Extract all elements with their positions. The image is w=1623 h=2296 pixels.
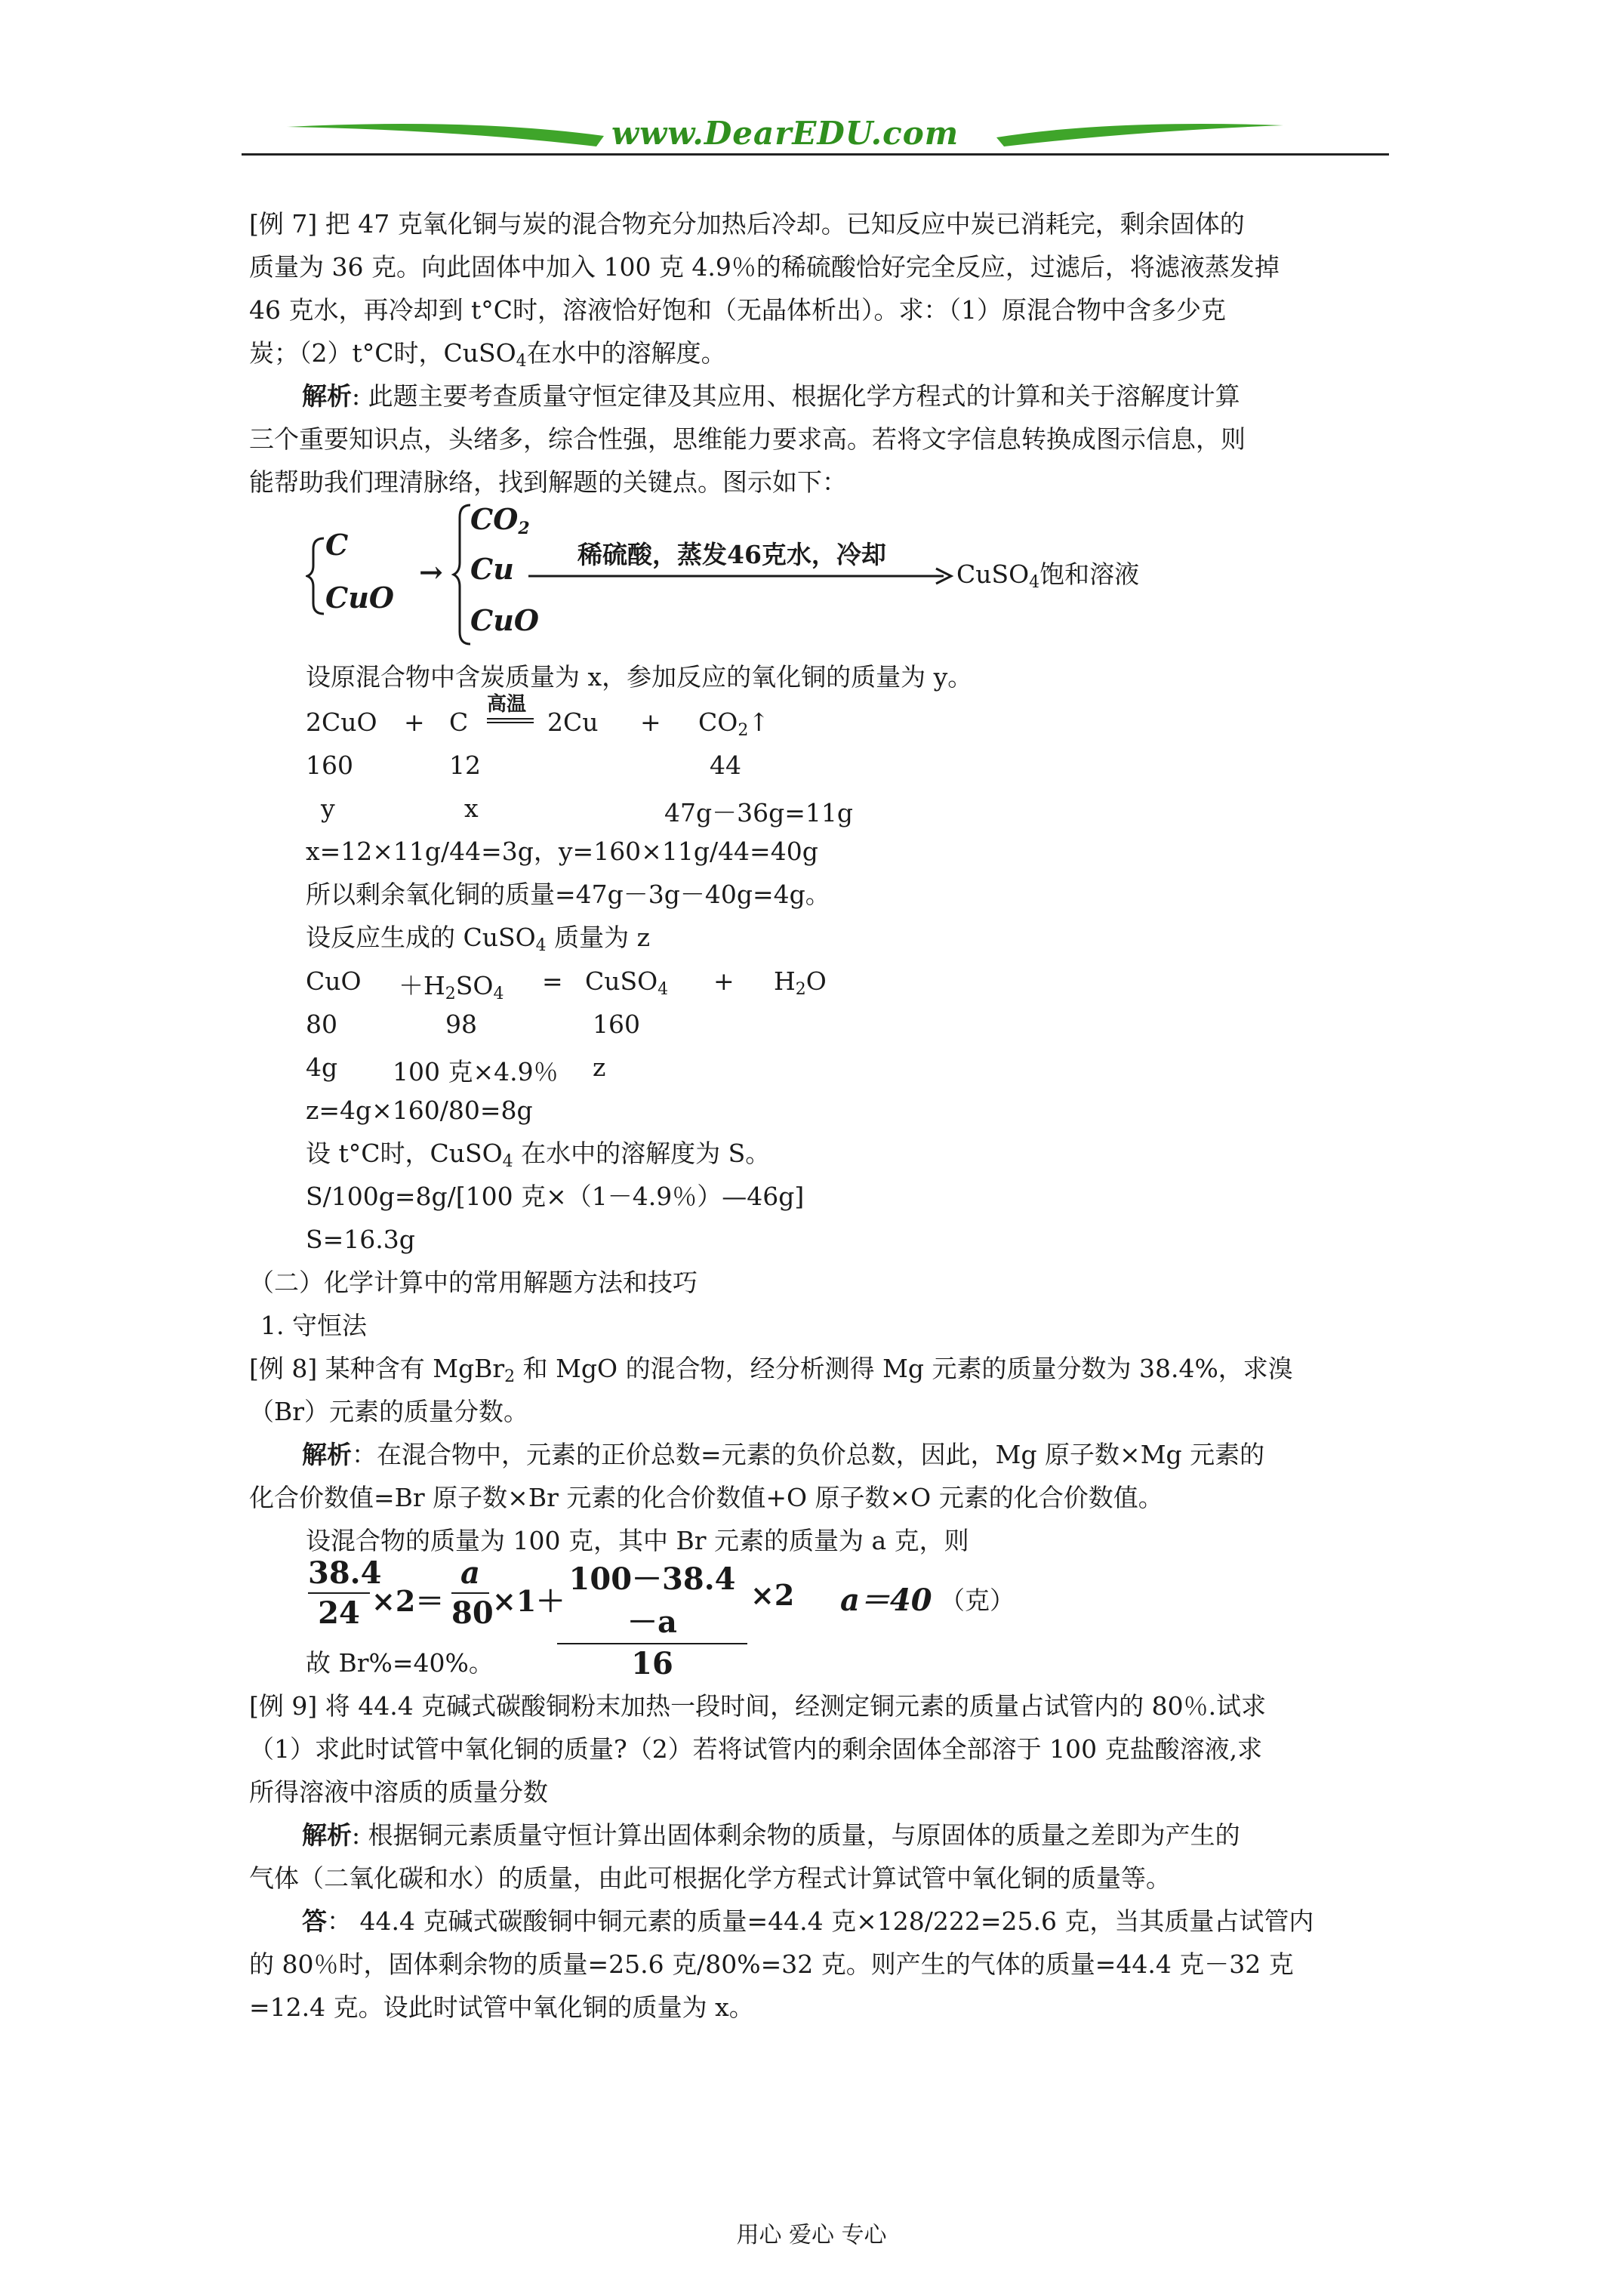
m1-c: 12 (449, 750, 481, 780)
scheme-cuo: CuO (325, 581, 394, 615)
v1-y: y (321, 794, 335, 823)
answer-label: 答 (302, 1906, 327, 1936)
formula-times-2b: ×2 (750, 1578, 795, 1612)
section-title: （二）化学计算中的常用解题方法和技巧 (249, 1268, 698, 1297)
m2-h2so4: 98 (445, 1009, 477, 1039)
ex9-line-3: 所得溶液中溶质的质量分数 (249, 1777, 548, 1807)
ex8-analysis-1: 解析：在混合物中，元素的正价总数=元素的负价总数，因此，Mg 原子数×Mg 元素的 (302, 1440, 1265, 1469)
scheme-cu: Cu (470, 552, 514, 586)
sol-line-6: 设 t°C时，CuSO$_4$ 在水中的溶解度为 S。 (306, 1139, 771, 1171)
ex8-line-2: （Br）元素的质量分数。 (249, 1397, 529, 1426)
sol-line-5: z=4g×160/80=8g (306, 1096, 533, 1125)
formula-times-2a: ×2＝ (371, 1584, 445, 1618)
analysis-label: 解析 (302, 381, 352, 411)
eq2-h2o: $H_2O$ (774, 966, 827, 999)
fraction-3: 100－38.4－a 16 (557, 1555, 747, 1681)
ex8-analysis-2: 化合价数值=Br 原子数×Br 元素的化合价数值+O 原子数×O 元素的化合价数值。 (249, 1483, 1163, 1512)
sol-line-8: S=16.3g (306, 1225, 415, 1254)
m2-cuso4: 160 (593, 1009, 640, 1039)
eq1-2cuo: 2CuO (306, 707, 377, 737)
analysis-label: 解析 (302, 1820, 352, 1850)
sol-line-7: S/100g=8g/[100 克×（1－4.9％）—46g] (306, 1182, 805, 1211)
eq2-plus: + (713, 966, 735, 996)
fraction-2: a 80 (451, 1555, 494, 1631)
scheme-product: CuSO$_4$饱和溶液 (956, 559, 1140, 592)
ex9-answer-3: =12.4 克。设此时试管中氧化铜的质量为 x。 (249, 1992, 754, 2022)
eq1-plus-2: + (640, 707, 661, 737)
scheme-condition: 稀硫酸，蒸发46克水，冷却 (577, 540, 886, 569)
eq1-c: C (449, 707, 469, 737)
ex9-line-1: [例 9] 将 44.4 克碱式碳酸铜粉末加热一段时间，经测定铜元素的质量占试管内的 80％.试求 (249, 1691, 1267, 1721)
eq2-cuso4: CuSO$_4$ (585, 966, 669, 999)
ex7-analysis-2: 三个重要知识点，头绪多，综合性强，思维能力要求高。若将文字信息转换成图示信息，则 (249, 424, 1246, 454)
eq1-plus-1: + (404, 707, 425, 737)
v1-co2: 47g－36g=11g (664, 798, 853, 827)
ex8-line-1: [例 8] 某种含有 MgBr$_2$ 和 MgO 的混合物，经分析测得 Mg 元素的质量分数为 38.4%，求溴 (249, 1354, 1293, 1386)
fraction-1: 38.4 24 (308, 1555, 382, 1631)
v2-z: z (593, 1052, 606, 1082)
m2-cuo: 80 (306, 1009, 337, 1039)
ex8-analysis-3: 设混合物的质量为 100 克，其中 Br 元素的质量为 a 克，则 (306, 1526, 969, 1555)
reaction-scheme (306, 502, 1212, 646)
ex7-analysis-1: 解析: 此题主要考查质量守恒定律及其应用、根据化学方程式的计算和关于溶解度计算 (302, 381, 1240, 411)
ex7-line-1: [例 7] 把 47 克氧化铜与炭的混合物充分加热后冷却。已知反应中炭已消耗完，剩余固体的 (249, 209, 1245, 239)
formula-unit: （克） (940, 1586, 1015, 1615)
ex9-analysis-1: 解析: 根据铜元素质量守恒计算出固体剩余物的质量，与原固体的质量之差即为产生的 (302, 1820, 1240, 1850)
scheme-arrow-icon: → (419, 555, 443, 589)
eq1-co2: $CO_2↑$ (698, 707, 769, 740)
sol-line-3: 所以剩余氧化铜的质量=47g－3g－40g=4g。 (306, 880, 830, 909)
ex7-analysis-3: 能帮助我们理清脉络，找到解题的关键点。图示如下： (249, 467, 847, 497)
ex8-conclusion: 故 Br%=40%。 (306, 1648, 494, 1678)
v1-x: x (464, 794, 479, 823)
analysis-label: 解析 (302, 1440, 352, 1469)
eq2-cuo: CuO (306, 966, 362, 996)
page-header (242, 113, 1389, 159)
ex9-line-2: （1）求此时试管中氧化铜的质量?（2）若将试管内的剩余固体全部溶于 100 克盐酸溶液,求 (249, 1734, 1263, 1764)
section-sub-1: 1. 守恒法 (260, 1311, 367, 1340)
eq1-2cu: 2Cu (547, 707, 599, 737)
sol-line-4: 设反应生成的 CuSO$_4$ 质量为 z (306, 923, 651, 955)
m1-co2: 44 (710, 750, 741, 780)
scheme-carbon: C (325, 528, 349, 562)
formula-times-1: ×1＋ (492, 1584, 565, 1618)
eq1-equals-icon (487, 717, 534, 726)
scheme-cuo-product: CuO (470, 603, 539, 637)
ex7-line-2: 质量为 36 克。向此固体中加入 100 克 4.9％的稀硫酸恰好完全反应，过滤后，将滤液蒸发掉 (249, 252, 1280, 282)
ex7-line-3: 46 克水，再冷却到 t°C时，溶液恰好饱和（无晶体析出）。求：（1）原混合物中含多少克 (249, 295, 1226, 325)
m1-cuo: 160 (306, 750, 353, 780)
ex9-analysis-2: 气体（二氧化碳和水）的质量，由此可根据化学方程式计算试管中氧化铜的质量等。 (249, 1863, 1171, 1893)
ex9-answer-2: 的 80％时，固体剩余物的质量=25.6 克/80%=32 克。则产生的气体的质量=44.4 克－32 克 (249, 1949, 1294, 1979)
ex7-line-4: 炭；（2）t°C时，CuSO$_4$在水中的溶解度。 (249, 338, 726, 371)
sol-line-1: 设原混合物中含炭质量为 x，参加反应的氧化铜的质量为 y。 (306, 662, 973, 692)
scheme-co2: $CO_2$ (470, 502, 530, 538)
eq2-h2so4: $+H_2SO_4$ (399, 971, 504, 1003)
eq2-equals: = (542, 966, 563, 996)
v2-cuo: 4g (306, 1052, 338, 1082)
header-rule (242, 153, 1389, 156)
ex9-answer-1: 答： 44.4 克碱式碳酸铜中铜元素的质量=44.4 克×128/222=25.6 克，当其质量占试管内 (302, 1906, 1314, 1936)
site-logo: www.DearEDU.com (611, 115, 959, 152)
page-footer: 用心 爱心 专心 (736, 2222, 887, 2248)
v2-h2so4: 100 克×4.9％ (393, 1057, 559, 1086)
eq1-condition: 高温 (487, 693, 527, 716)
sol-line-2: x=12×11g/44=3g，y=160×11g/44=40g (306, 837, 818, 866)
formula-result: a＝40 (840, 1583, 932, 1618)
